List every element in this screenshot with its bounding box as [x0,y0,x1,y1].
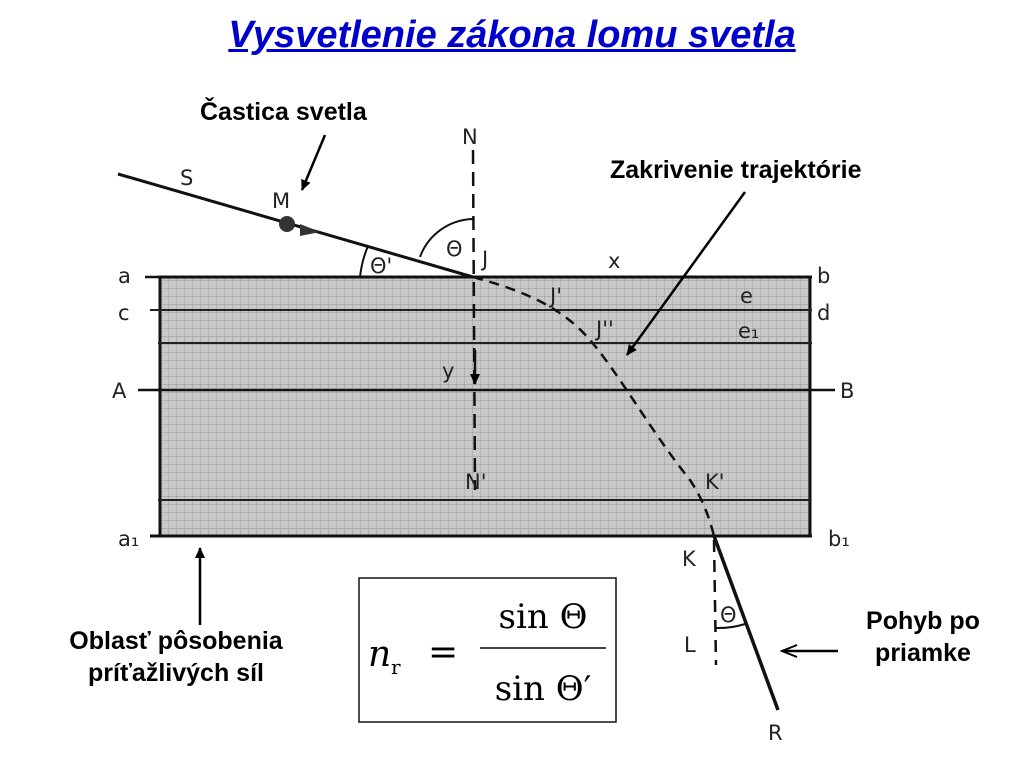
particle-direction-icon [300,224,320,236]
callout-curvature: Zakrivenie trajektórie [610,156,862,184]
label-c: c [118,301,130,325]
label-theta-refr: Θ [720,603,737,627]
label-J: J [482,247,489,271]
label-a1: a₁ [118,527,140,551]
label-M: M [272,189,291,213]
label-N-prime: N' [465,470,487,494]
label-L: L [684,633,696,657]
formula-lhs-var: n [368,634,392,675]
label-K: K [682,547,696,571]
label-J1: J' [550,284,562,308]
label-theta-prime: Θ' [370,254,393,278]
angle-arc-theta-prime [360,246,368,277]
label-b1: b₁ [828,527,850,551]
label-K-prime: K' [705,470,725,494]
label-J2: J'' [596,317,614,341]
formula-numerator: sin Θ [498,597,588,637]
label-A: A [112,379,127,403]
label-a: a [118,264,131,288]
callout-region-line1: Oblasť pôsobenia [69,627,283,655]
label-e: e [740,284,753,308]
formula-lhs-sub: r [391,655,401,679]
formula-denominator: sin Θ′ [494,669,592,709]
medium-region [160,277,810,536]
label-e1: e₁ [738,319,760,343]
arrow-particle [302,135,325,190]
particle-dot [279,216,295,232]
formula-equals: = [428,632,459,673]
label-R: R [768,721,783,745]
callout-region-line2: príťažlivých síl [88,659,264,687]
callout-straight-line1: Pohyb po [866,607,980,635]
callout-particle: Častica svetla [200,98,367,126]
label-d: d [817,301,831,325]
label-S: S [180,166,194,190]
label-b: b [817,264,831,288]
callout-straight-line2: priamke [875,639,971,667]
label-B: B [840,379,855,403]
page-title: Vysvetlenie zákona lomu svetla [228,14,796,56]
normal-lower [714,540,716,665]
label-y: y [442,359,455,383]
incident-ray [118,174,473,277]
label-x: x [608,249,621,273]
label-N: N [462,125,478,149]
label-theta: Θ [446,237,463,261]
